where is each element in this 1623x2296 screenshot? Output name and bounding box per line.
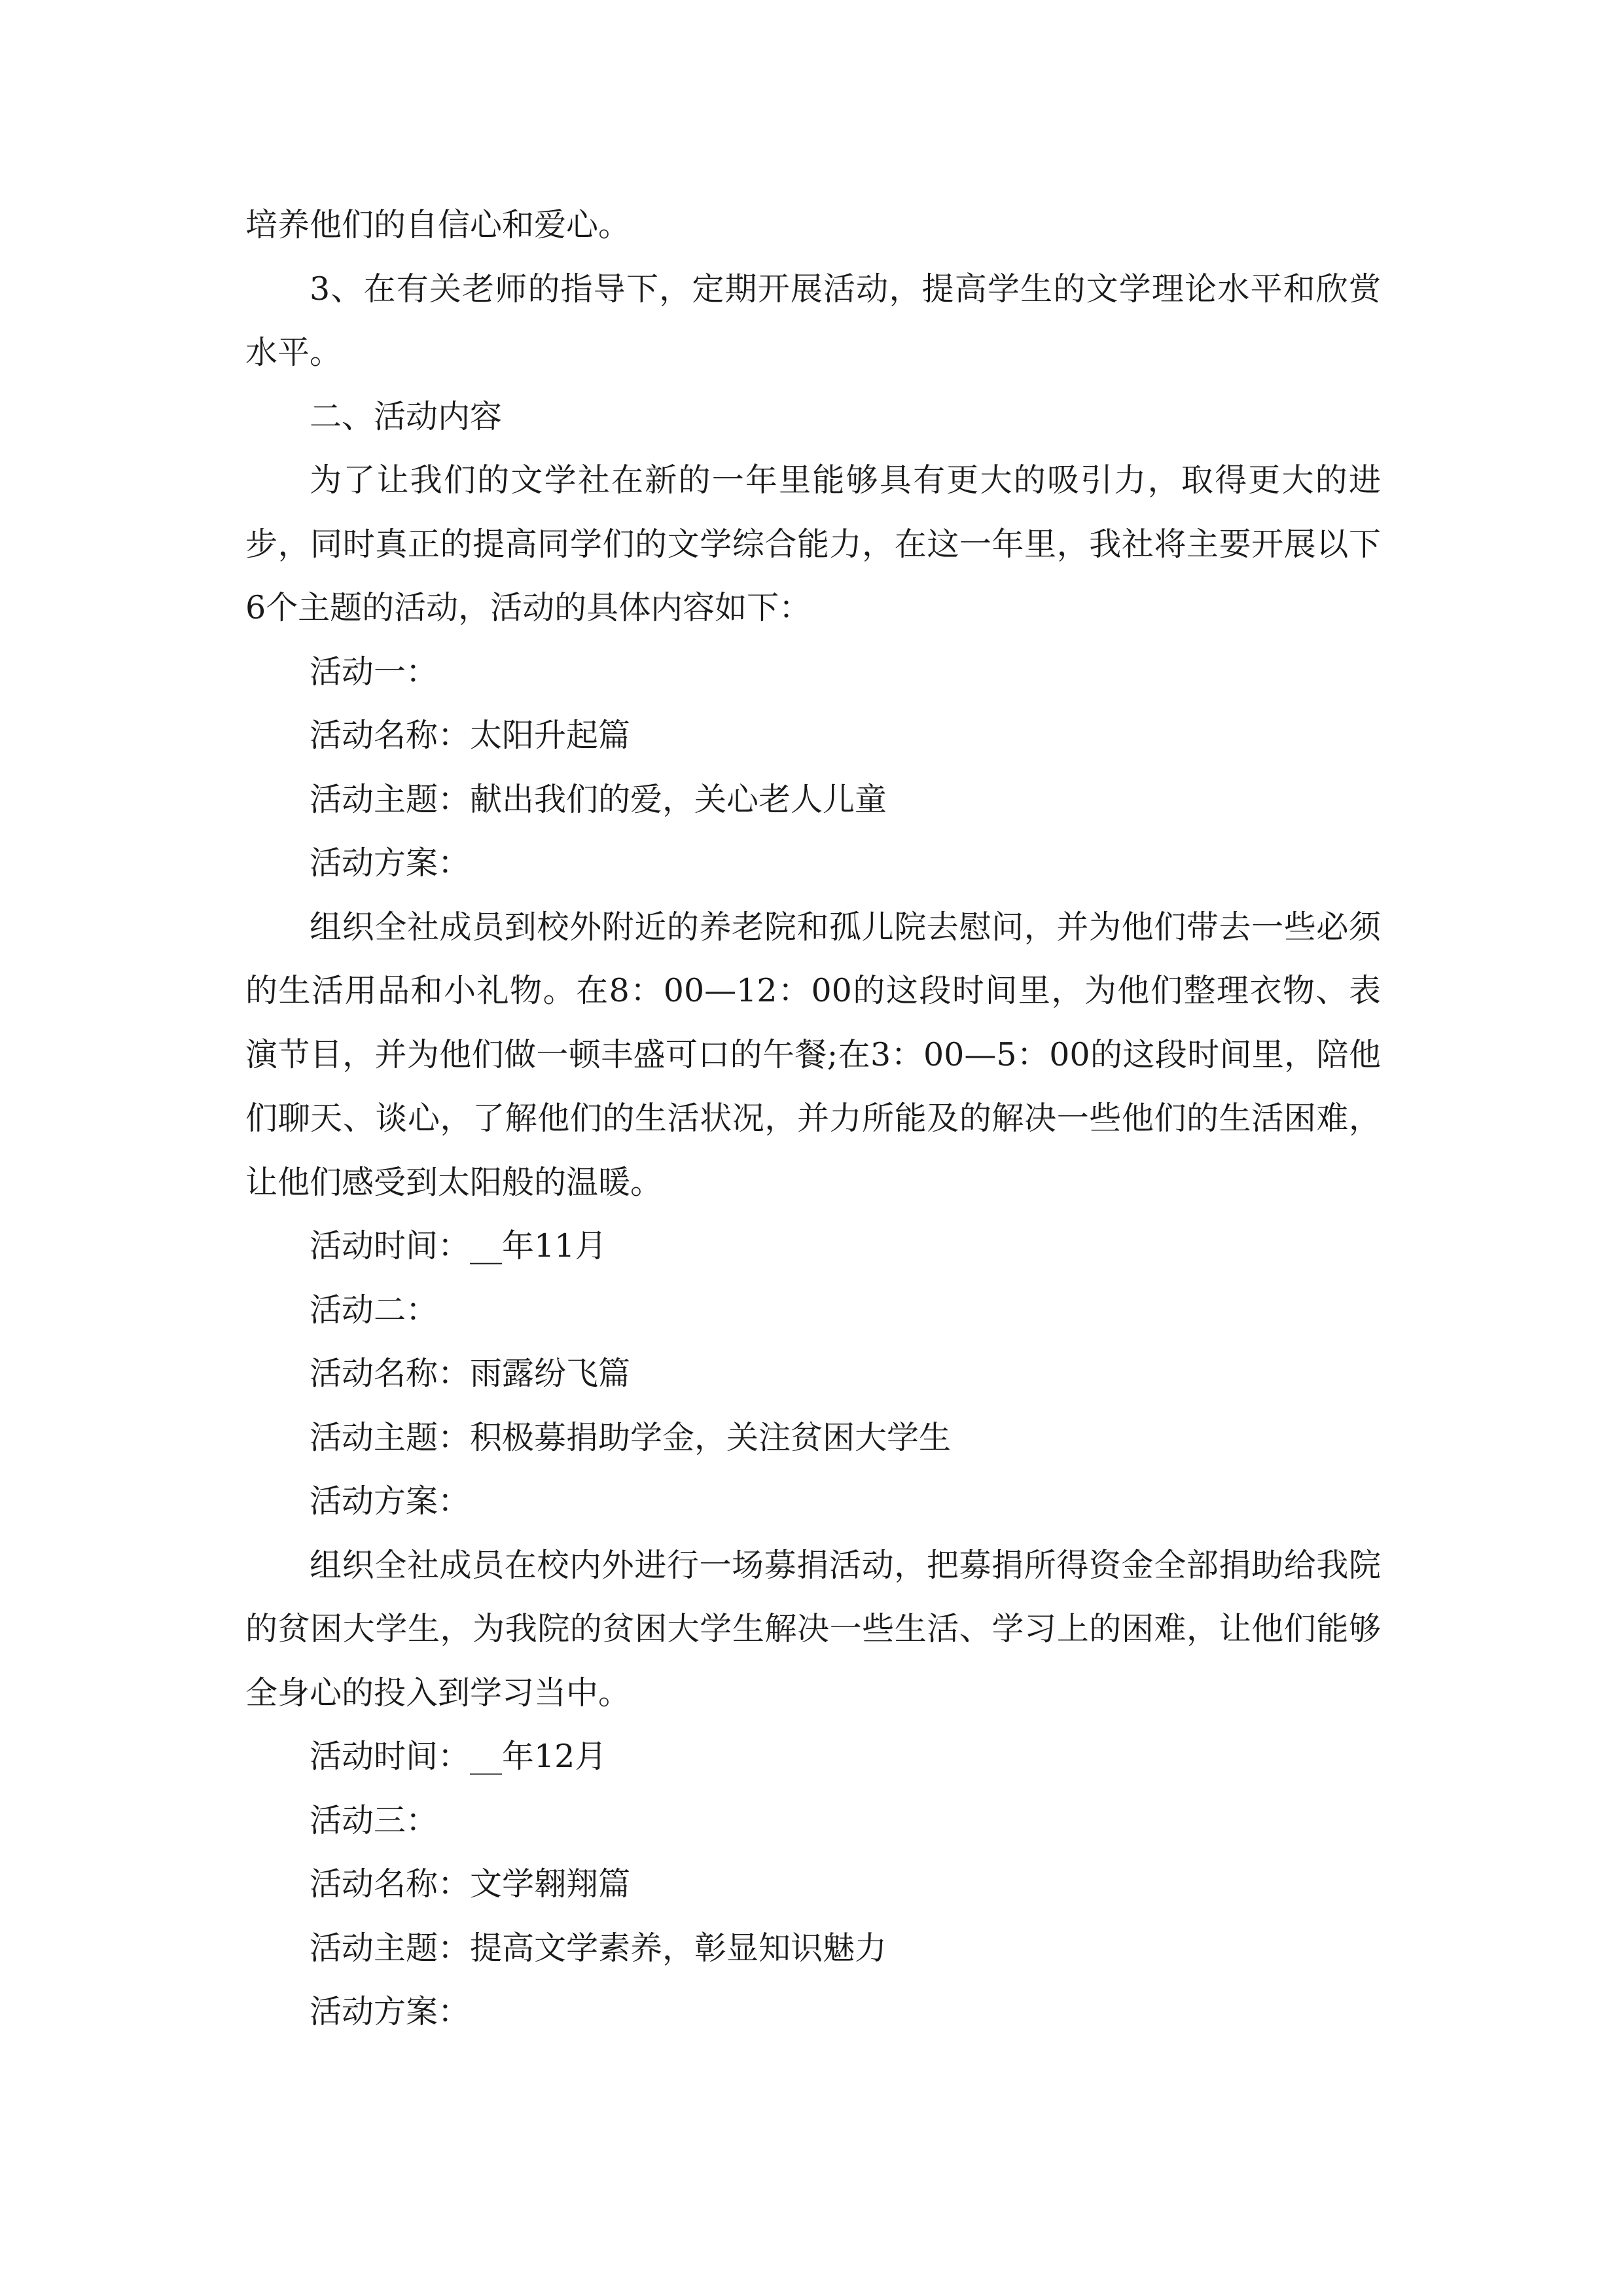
activity-2-plan-body: 组织全社成员在校内外进行一场募捐活动，把募捐所得资金全部捐助给我院的贫困大学生，为我院的贫困大学生解决一些生活、学习上的困难，让他们能够全身心的投入到学习当中。 [245, 1546, 1381, 1712]
paragraph-objective-3: 3、在有关老师的指导下，定期开展活动，提高学生的文学理论水平和欣赏水平。 [245, 270, 1381, 371]
activity-1-plan-body: 组织全社成员到校外附近的养老院和孤儿院去慰问，并为他们带去一些必须的生活用品和小礼物。在8：00—12：00的这段时间里，为他们整理衣物、表演节目，并为他们做一顿丰盛可口的午餐;在3：00—5：00的这段时间里，陪他们聊天、谈心，了解他们的生活状况，并力所能及的解决一些他们的生活困难，让他们感受到太阳般的温暖。 [245, 908, 1381, 1201]
activity-2-time: 活动时间：__年12月 [310, 1738, 607, 1775]
activity-1-time: 活动时间：__年11月 [310, 1227, 607, 1265]
activity-2-theme: 活动主题：积极募捐助学金，关注贫困大学生 [310, 1418, 952, 1456]
paragraph-intro: 为了让我们的文学社在新的一年里能够具有更大的吸引力，取得更大的进步，同时真正的提高同学们的文学综合能力，在这一年里，我社将主要开展以下6个主题的活动，活动的具体内容如下： [245, 461, 1381, 626]
paragraph-continuation: 培养他们的自信心和爱心。 [245, 206, 631, 243]
activity-2-plan-label: 活动方案： [310, 1482, 471, 1520]
activity-1-heading: 活动一： [310, 653, 438, 691]
activity-1-theme: 活动主题：献出我们的爱，关心老人儿童 [310, 780, 887, 818]
document-body [245, 193, 1381, 2044]
activity-2-name: 活动名称：雨露纷飞篇 [310, 1355, 631, 1392]
activity-2-heading: 活动二： [310, 1291, 438, 1329]
activity-1-plan-label: 活动方案： [310, 844, 471, 882]
activity-3-heading: 活动三： [310, 1801, 438, 1839]
activity-3-plan-label: 活动方案： [310, 1993, 471, 2030]
activity-1-name: 活动名称：太阳升起篇 [310, 717, 631, 754]
section-heading-activity-content: 二、活动内容 [310, 397, 503, 435]
activity-3-name: 活动名称：文学翱翔篇 [310, 1865, 631, 1903]
activity-3-theme: 活动主题：提高文学素养，彰显知识魅力 [310, 1929, 887, 1967]
